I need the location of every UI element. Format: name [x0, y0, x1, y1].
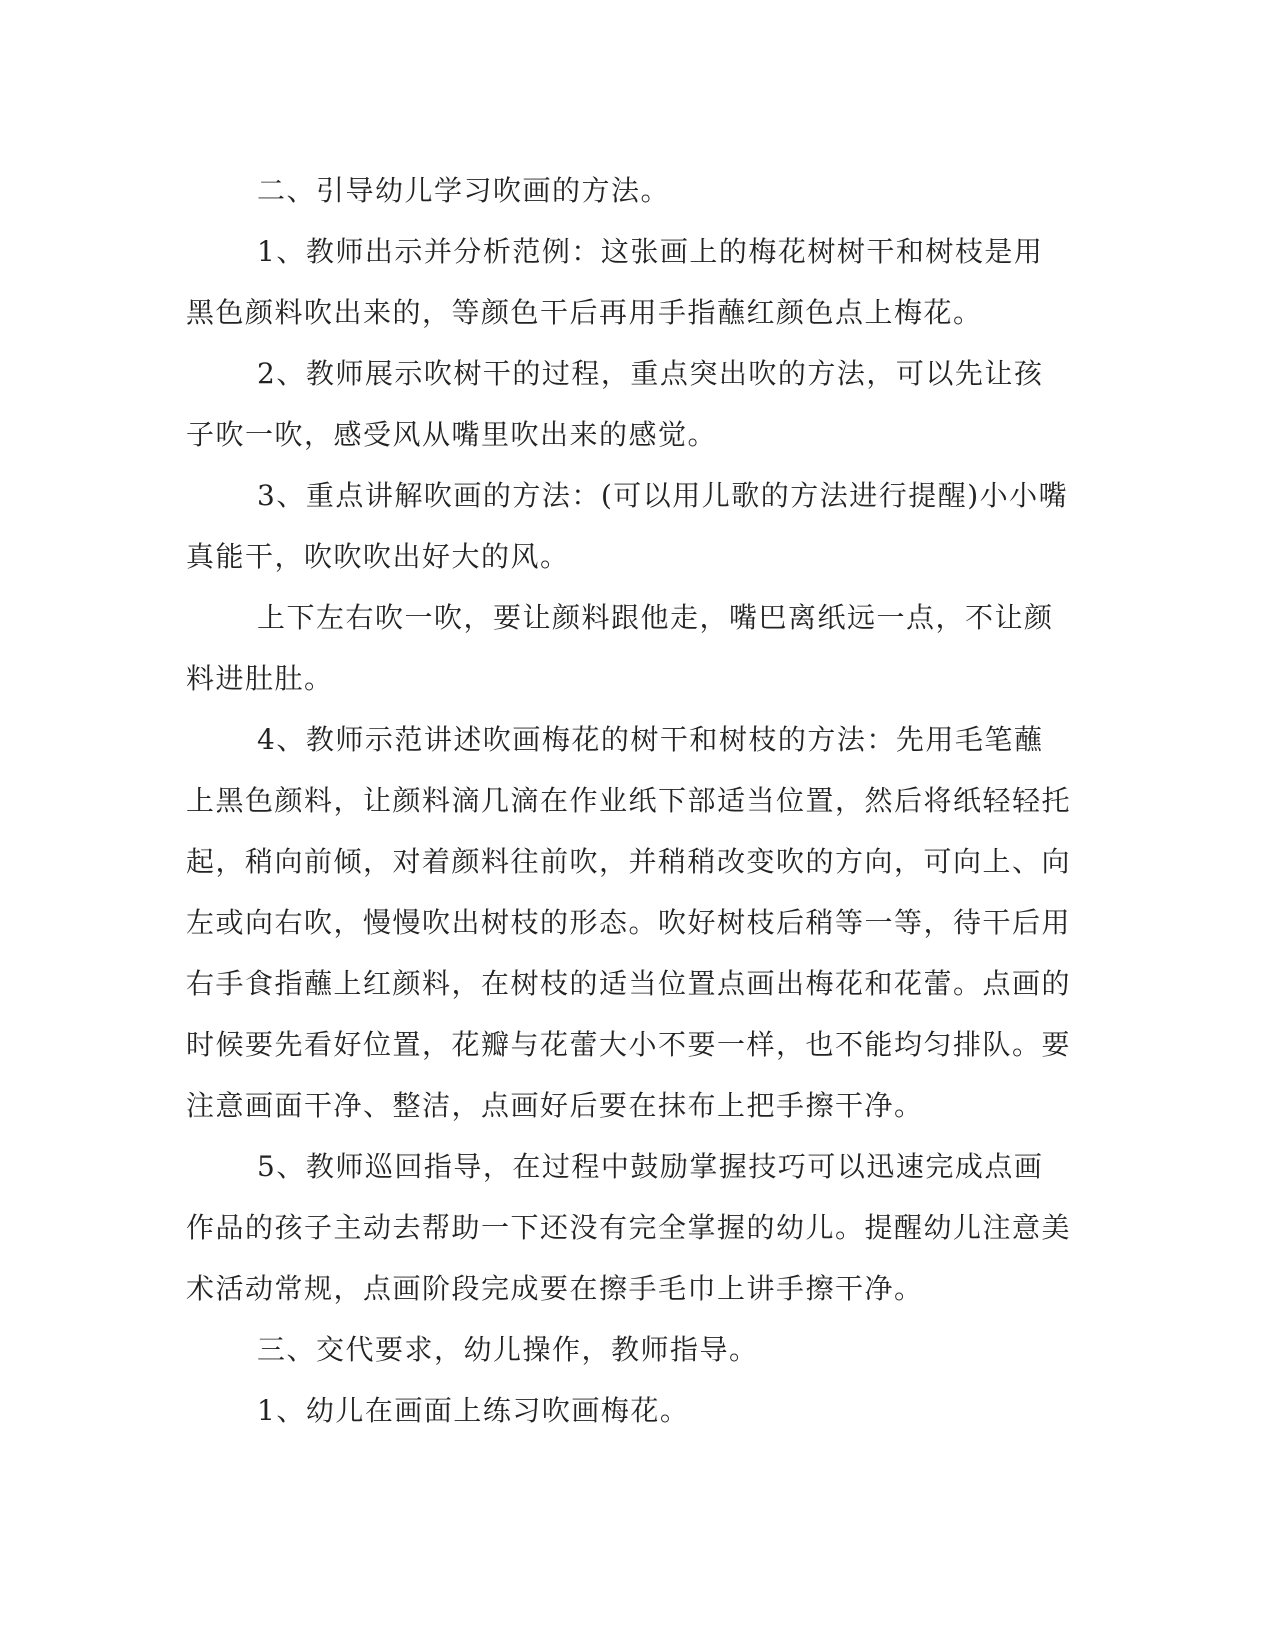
document-body — [186, 160, 1072, 1441]
section-heading-3: 三、交代要求，幼儿操作，教师指导。 — [257, 1333, 759, 1366]
step-4-paragraph: 4、教师示范讲述吹画梅花的树干和树枝的方法：先用毛笔蘸上黑色颜料，让颜料滴几滴在作业纸下部适当位置，然后将纸轻轻托起，稍向前倾，对着颜料往前吹，并稍稍改变吹的方向，可向上、向左或向右吹，慢慢吹出树枝的形态。吹好树枝后稍等一等，待干后用右手食指蘸上红颜料，在树枝的适当位置点画出梅花和花蕾。点画的时候要先看好位置，花瓣与花蕾大小不要一样，也不能均匀排队。要注意画面干净、整洁，点画好后要在抹布上把手擦干净。 — [186, 723, 1072, 1122]
step-3-paragraph: 3、重点讲解吹画的方法：(可以用儿歌的方法进行提醒)小小嘴真能干，吹吹吹出好大的风。 — [186, 479, 1069, 573]
rhyme-paragraph: 上下左右吹一吹，要让颜料跟他走，嘴巴离纸远一点，不让颜料进肚肚。 — [186, 601, 1054, 695]
step-2-paragraph: 2、教师展示吹树干的过程，重点突出吹的方法，可以先让孩子吹一吹，感受风从嘴里吹出来的感觉。 — [186, 357, 1044, 451]
section-heading-2: 二、引导幼儿学习吹画的方法。 — [257, 174, 671, 207]
step-1-paragraph: 1、教师出示并分析范例：这张画上的梅花树树干和树枝是用黑色颜料吹出来的，等颜色干后再用手指蘸红颜色点上梅花。 — [186, 235, 1044, 329]
step-5-paragraph: 5、教师巡回指导，在过程中鼓励掌握技巧可以迅速完成点画作品的孩子主动去帮助一下还没有完全掌握的幼儿。提醒幼儿注意美术活动常规，点画阶段完成要在擦手毛巾上讲手擦干净。 — [186, 1150, 1072, 1305]
practice-paragraph: 1、幼儿在画面上练习吹画梅花。 — [257, 1394, 690, 1427]
